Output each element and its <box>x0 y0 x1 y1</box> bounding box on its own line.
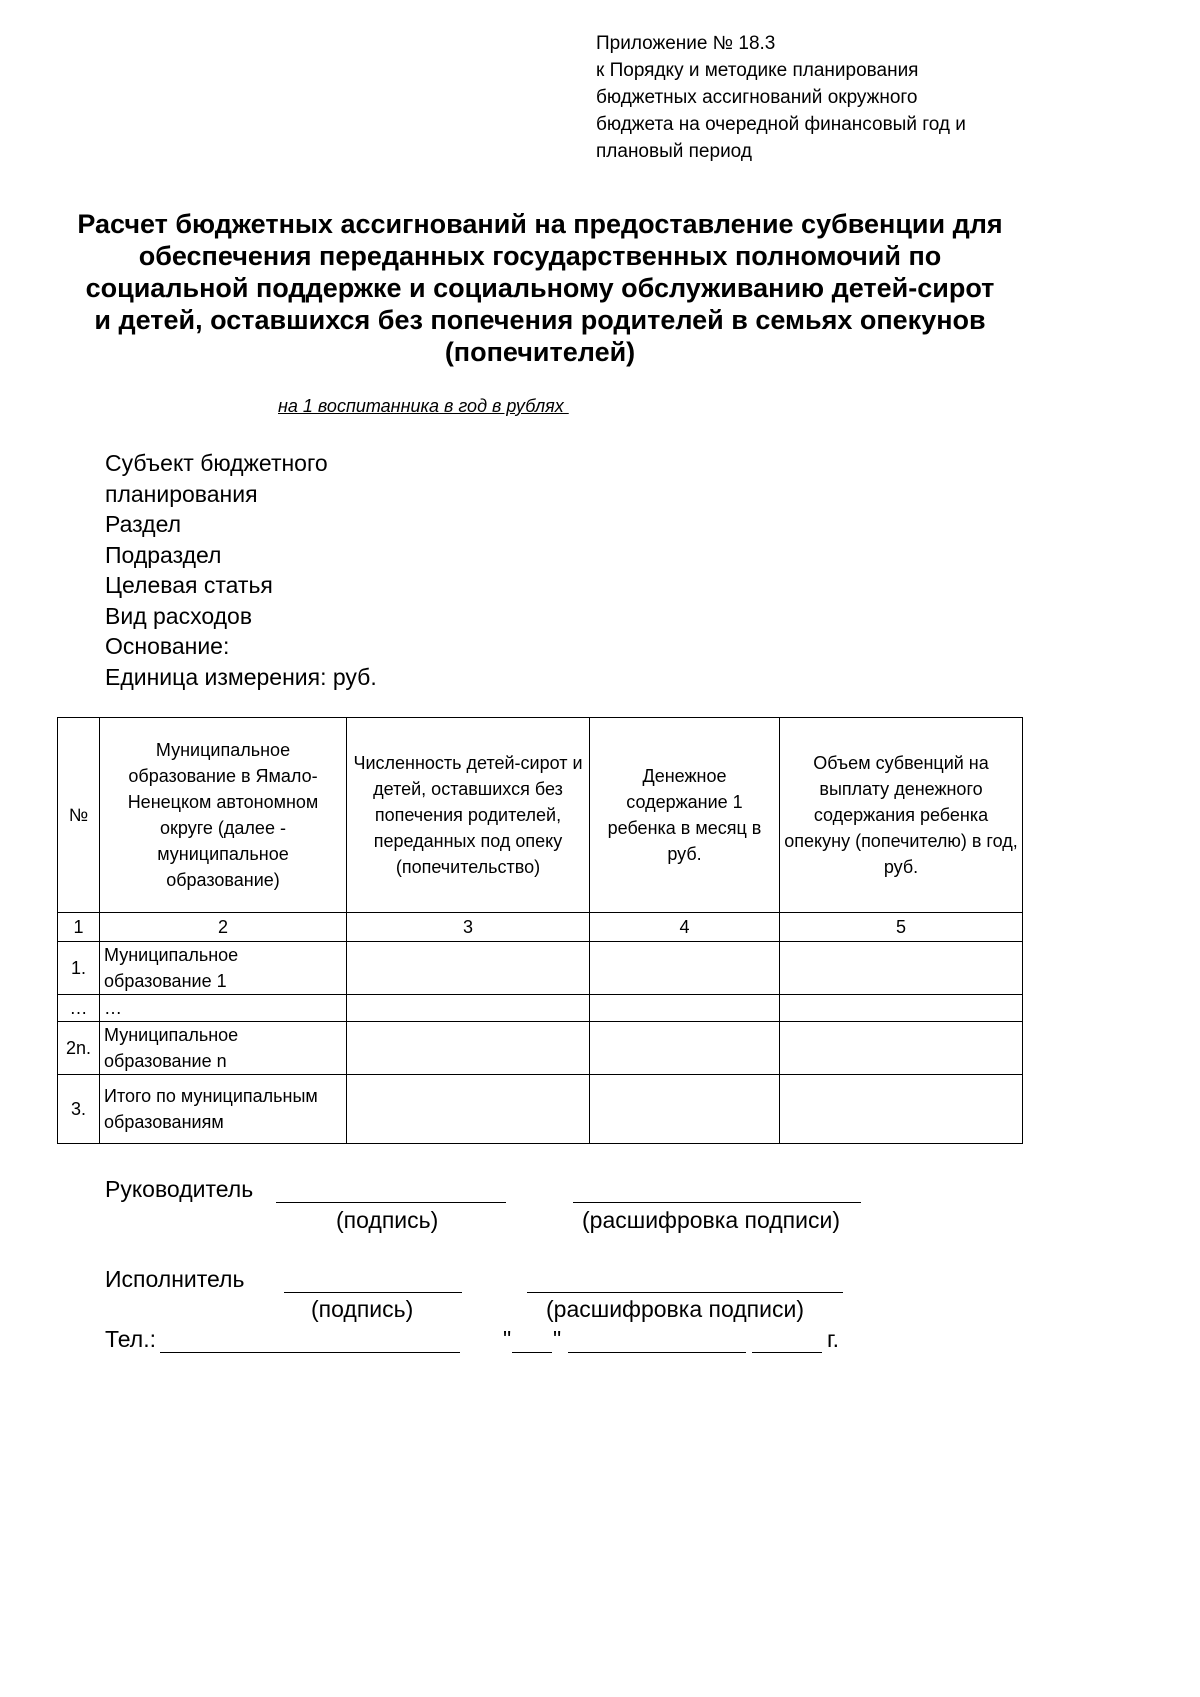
executor-label: Исполнитель <box>105 1266 245 1292</box>
header-children-count: Численность детей-сирот и детей, оставшихся без попечения родителей, переданных под опеку (попечительство) <box>347 718 590 913</box>
info-line: Целевая статья <box>105 572 273 598</box>
row-municipality: … <box>100 995 347 1022</box>
info-line: Подраздел <box>105 541 222 568</box>
column-numbers-row <box>58 913 1023 942</box>
title-line: и детей, оставшихся без попечения родителей в семьях опекунов <box>94 305 986 335</box>
appendix-line: бюджета на очередной финансовый год и <box>596 114 966 135</box>
header-subvention-volume: Объем субвенций на выплату денежного содержания ребенка опекуну (попечителю) в год, руб. <box>780 718 1023 913</box>
table-row <box>58 942 1023 995</box>
unit-note: на 1 воспитанника в год в рублях <box>278 396 569 416</box>
header-municipality: Муниципальное образование в Ямало-Ненецком автономном округе (далее - муниципальное образование) <box>100 718 347 913</box>
document-title <box>40 208 1040 368</box>
title-line: социальной поддержке и социальному обслуживанию детей-сирот <box>85 273 995 303</box>
phone-label: Тел.: <box>105 1326 156 1352</box>
year-suffix: г. <box>827 1326 839 1352</box>
header-monthly-allowance: Денежное содержание 1 ребенка в месяц в руб. <box>590 718 780 913</box>
head-signature-line[interactable] <box>276 1202 506 1203</box>
appendix-line: бюджетных ассигнований окружного <box>596 87 918 108</box>
info-line: Вид расходов <box>105 602 253 629</box>
row-number: … <box>58 995 100 1022</box>
head-label: Руководитель <box>105 1176 254 1202</box>
column-number: 2 <box>100 913 347 942</box>
column-number: 5 <box>780 913 1023 942</box>
row-cell <box>780 1022 1023 1075</box>
appendix-line: к Порядку и методике планирования <box>596 60 919 81</box>
row-cell <box>590 1022 780 1075</box>
head-signature-caption: (подпись) <box>336 1207 439 1233</box>
row-cell <box>590 995 780 1022</box>
head-decoding-line[interactable] <box>573 1202 861 1203</box>
executor-signature-line[interactable] <box>284 1292 462 1293</box>
row-cell <box>347 1022 590 1075</box>
info-line: Субъект бюджетного <box>105 450 328 476</box>
row-number: 2n. <box>58 1022 100 1075</box>
row-cell <box>590 1075 780 1144</box>
row-cell <box>590 942 780 995</box>
table-row-total <box>58 1075 1023 1144</box>
calculation-table <box>57 717 1023 1144</box>
title-line: обеспечения переданных государственных полномочий по <box>138 241 942 271</box>
info-line: Единица измерения: руб. <box>105 663 377 690</box>
row-municipality: Итого по муниципальным образованиям <box>100 1075 347 1144</box>
row-cell <box>347 1075 590 1144</box>
title-line: (попечителей) <box>444 337 636 367</box>
phone-line[interactable] <box>160 1352 460 1353</box>
date-month-line[interactable] <box>568 1352 746 1353</box>
column-number: 4 <box>590 913 780 942</box>
info-block <box>105 448 377 692</box>
executor-decoding-caption: (расшифровка подписи) <box>546 1296 804 1322</box>
info-line: планирования <box>105 480 258 507</box>
header-number: № <box>58 718 100 913</box>
date-open-quote: " <box>503 1326 512 1352</box>
row-municipality: Муниципальное образование n <box>100 1022 347 1075</box>
row-cell <box>780 1075 1023 1144</box>
appendix-line: Приложение № 18.3 <box>596 33 776 54</box>
column-number: 3 <box>347 913 590 942</box>
date-day-line[interactable] <box>512 1352 552 1353</box>
table-row <box>58 1022 1023 1075</box>
table-row <box>58 995 1023 1022</box>
date-year-line[interactable] <box>752 1352 822 1353</box>
table-header-row <box>58 718 1023 913</box>
appendix-line: плановый период <box>596 141 752 162</box>
row-cell <box>780 942 1023 995</box>
row-municipality: Муниципальное образование 1 <box>100 942 347 995</box>
info-line: Основание: <box>105 633 230 659</box>
title-line: Расчет бюджетных ассигнований на предоставление субвенции для <box>77 209 1003 239</box>
column-number: 1 <box>58 913 100 942</box>
row-cell <box>780 995 1023 1022</box>
executor-signature-caption: (подпись) <box>311 1296 414 1322</box>
row-number: 1. <box>58 942 100 995</box>
row-number: 3. <box>58 1075 100 1144</box>
row-cell <box>347 995 590 1022</box>
info-line: Раздел <box>105 511 182 537</box>
appendix-block <box>596 30 1036 165</box>
head-decoding-caption: (расшифровка подписи) <box>582 1207 840 1233</box>
executor-decoding-line[interactable] <box>527 1292 843 1293</box>
date-close-quote: " <box>553 1326 562 1352</box>
row-cell <box>347 942 590 995</box>
